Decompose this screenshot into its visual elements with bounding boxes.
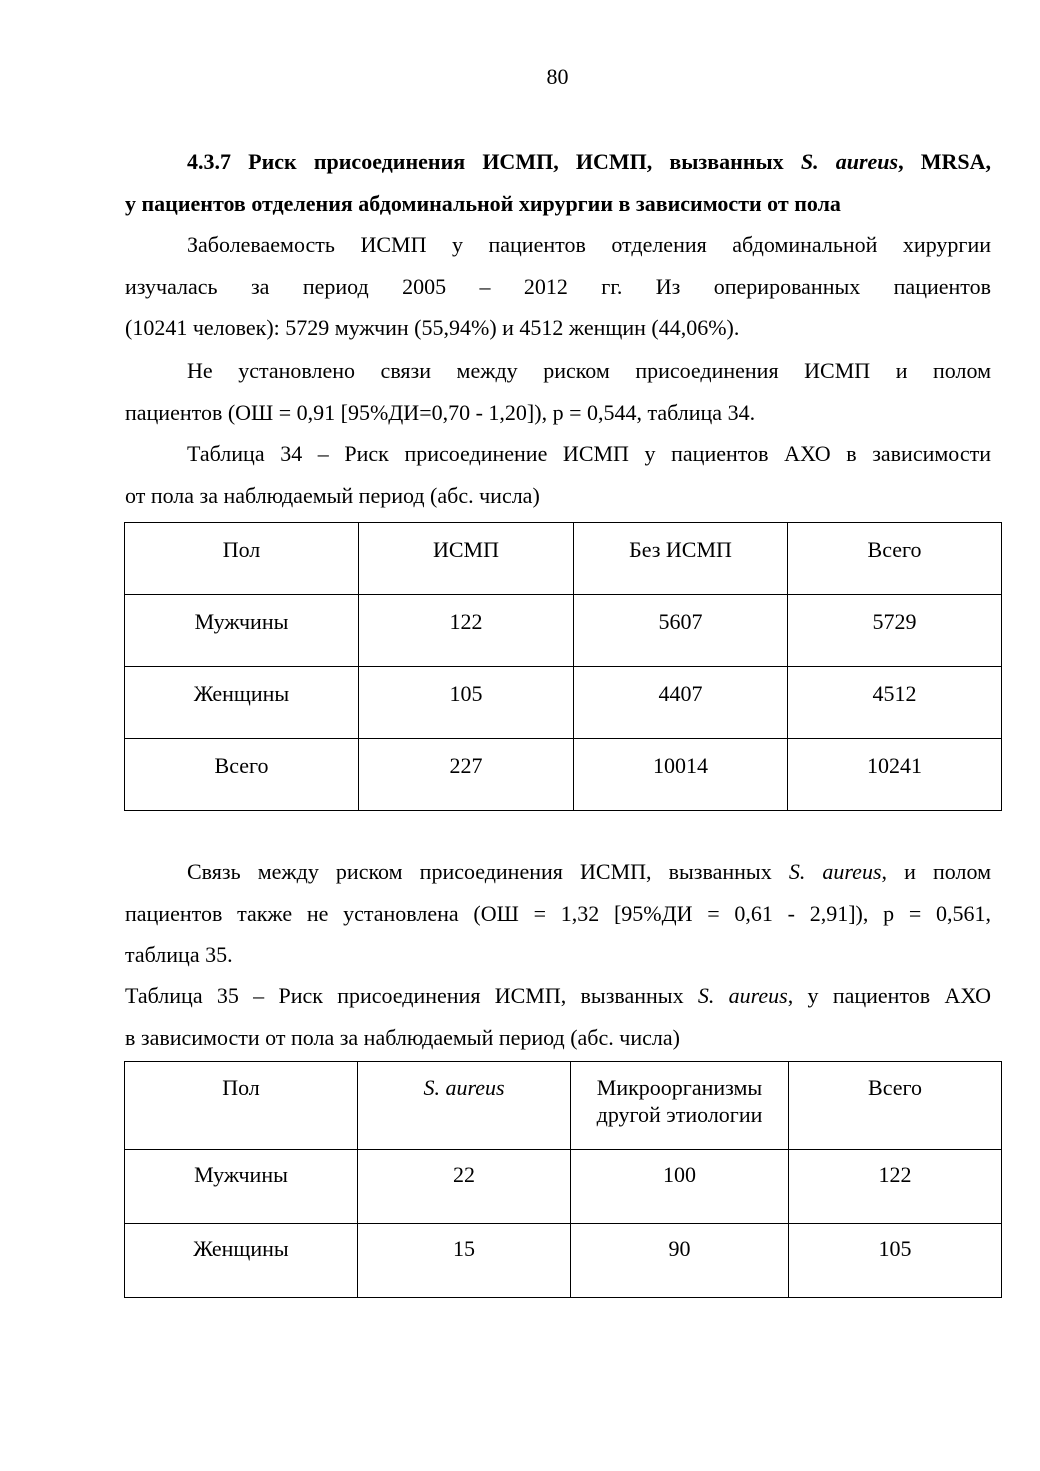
table-cell: 105 [789,1224,1002,1298]
table-cell: 4407 [574,667,788,739]
table-35-header-cell [358,1062,571,1150]
table-cell: 5729 [788,595,1002,667]
table-35-caption-line-1-text: Таблица 35 – Риск присоединения ИСМП, вызванных [125,983,698,1008]
table-cell: 227 [359,739,574,811]
paragraph-3 [125,851,991,976]
table-cell: 122 [359,595,574,667]
paragraph-3-species-name: S. aureus [788,859,882,884]
table-35-header-cell [571,1062,789,1150]
table-cell: 90 [571,1224,789,1298]
table-cell: 4512 [788,667,1002,739]
table-row [125,739,1002,811]
table-cell: 10014 [574,739,788,811]
table-35 [124,1061,1002,1298]
table-cell: 10241 [788,739,1002,811]
paragraph-3-line-3: таблица 35. [125,942,233,967]
paragraph-1-line-2: изучалась за период 2005 – 2012 гг. Из оперированных пациентов [125,273,991,299]
table-35-caption-line-2: в зависимости от пола за наблюдаемый период (абс. числа) [125,1024,680,1050]
table-cell: 122 [789,1150,1002,1224]
paragraph-3-line-1 [125,851,991,893]
paragraph-2 [125,350,991,433]
table-35-header-cell: Всего [789,1062,1002,1150]
table-35-header-species: S. aureus [423,1075,505,1100]
table-34-header-cell: ИСМП [359,523,574,595]
table-34 [124,522,1002,811]
table-35-header-row [125,1062,1002,1150]
paragraph-1-line-1: Заболеваемость ИСМП у пациентов отделения абдоминальной хирургии [187,232,991,257]
paragraph-3-line-1-text: Связь между риском присоединения ИСМП, вызванных [187,859,789,884]
table-35-header-cell: Пол [125,1062,358,1150]
table-cell: 100 [571,1150,789,1224]
table-cell: 22 [358,1150,571,1224]
table-cell: Мужчины [125,595,359,667]
table-cell: 5607 [574,595,788,667]
table-34-header-cell: Всего [788,523,1002,595]
paragraph-3-line-1-end: , и полом [881,859,991,884]
heading-species-name: S. aureus [800,149,899,174]
table-row [125,1150,1002,1224]
table-34-header-cell: Пол [125,523,359,595]
paragraph-1 [125,224,991,349]
table-cell: Женщины [125,667,359,739]
table-cell: Женщины [125,1224,358,1298]
table-row [125,595,1002,667]
table-35-caption [125,975,991,1058]
heading-line-1 [125,141,991,183]
table-35-caption-line-1 [125,975,991,1017]
table-35-caption-species-name: S. aureus [697,983,788,1008]
page-number: 80 [546,64,569,89]
section-heading [125,141,991,224]
table-34-caption-line-1: Таблица 34 – Риск присоединение ИСМП у пациентов АХО в зависимости [187,441,991,466]
table-34-header-cell: Без ИСМП [574,523,788,595]
paragraph-2-line-1: Не установлено связи между риском присоединения ИСМП и полом [187,358,991,383]
table-34-caption-line-2: от пола за наблюдаемый период (абс. числа) [125,482,540,508]
table-34-caption [125,433,991,516]
table-35-header-other: Микроорганизмы другой этиологии [596,1075,763,1127]
table-35-caption-line-1-end: , у пациентов АХО [787,983,992,1008]
table-34-header-row [125,523,1002,595]
heading-line-1-text: 4.3.7 Риск присоединения ИСМП, ИСМП, вызванных [187,149,801,174]
heading-line-2: у пациентов отделения абдоминальной хирургии в зависимости от пола [125,190,841,216]
table-row [125,667,1002,739]
table-row [125,1224,1002,1298]
paragraph-3-line-2: пациентов также не установлена (ОШ = 1,32 [95%ДИ = 0,61 - 2,91]), p = 0,561, [125,900,991,926]
table-cell: 15 [358,1224,571,1298]
table-cell: Всего [125,739,359,811]
heading-line-1-end: , MRSA, [898,149,991,174]
table-cell: 105 [359,667,574,739]
paragraph-1-line-3: (10241 человек): 5729 мужчин (55,94%) и 4512 женщин (44,06%). [125,315,740,340]
table-cell: Мужчины [125,1150,358,1224]
paragraph-2-line-2: пациентов (ОШ = 0,91 [95%ДИ=0,70 - 1,20]), p = 0,544, таблица 34. [125,399,756,425]
